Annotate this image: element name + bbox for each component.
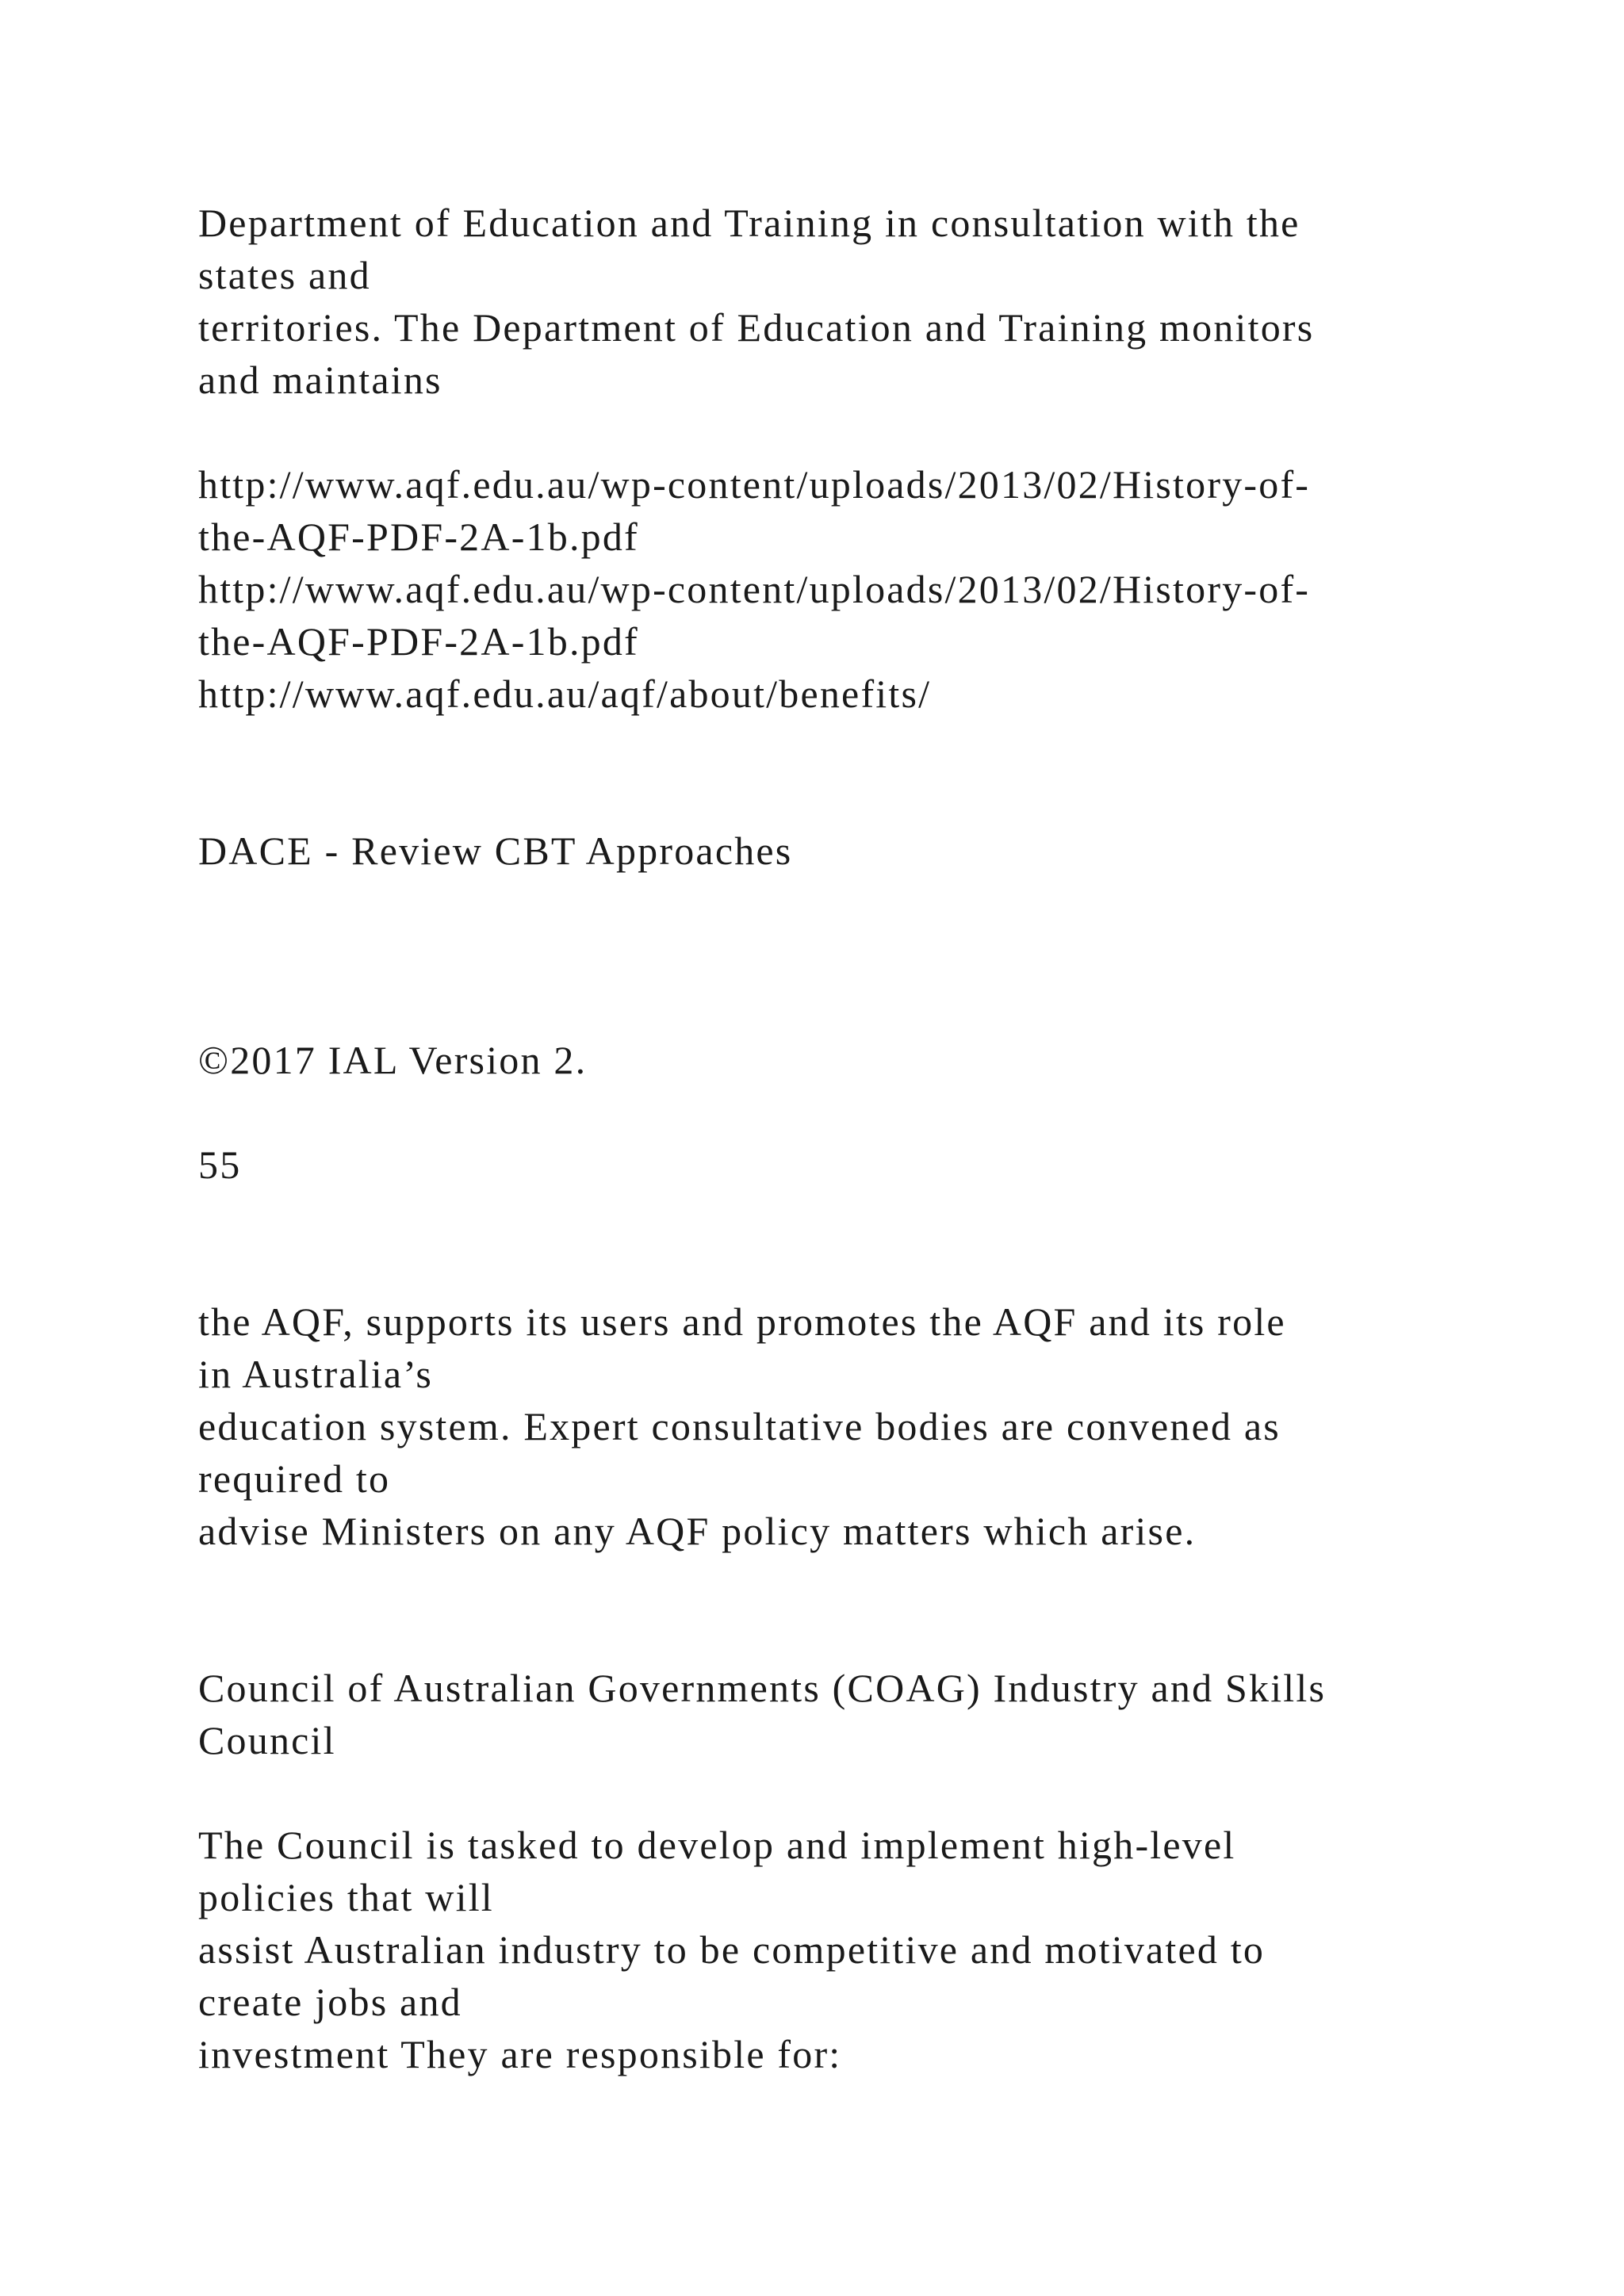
paragraph-1-line-1: Department of Education and Training in consultation with the	[198, 201, 1300, 245]
reference-link-line-3[interactable]: http://www.aqf.edu.au/wp-content/uploads/2013/02/History-of-	[198, 567, 1311, 611]
document-title: DACE - Review CBT Approaches	[198, 828, 793, 873]
paragraph-3-line-5: investment They are responsible for:	[198, 2032, 842, 2076]
paragraph-1-line-2: states and	[198, 253, 371, 297]
paragraph-3-line-2: policies that will	[198, 1875, 494, 1919]
paragraph-2-line-3: education system. Expert consultative bodies are convened as	[198, 1404, 1281, 1448]
paragraph-3-line-4: create jobs and	[198, 1980, 462, 2024]
reference-link-line-2[interactable]: the-AQF-PDF-2A-1b.pdf	[198, 515, 639, 559]
paragraph-1-line-3: territories. The Department of Education and Training monitors	[198, 305, 1315, 350]
paragraph-2-line-5: advise Ministers on any AQF policy matters which arise.	[198, 1509, 1197, 1553]
paragraph-2-line-4: required to	[198, 1456, 391, 1501]
reference-link-line-5[interactable]: http://www.aqf.edu.au/aqf/about/benefits/	[198, 672, 932, 716]
page-number: 55	[198, 1142, 242, 1187]
section-heading-line-2: Council	[198, 1718, 336, 1762]
paragraph-3-line-1: The Council is tasked to develop and implement high-level	[198, 1823, 1236, 1867]
paragraph-1-line-4: and maintains	[198, 358, 442, 402]
section-heading-line-1: Council of Australian Governments (COAG) Industry and Skills	[198, 1666, 1327, 1710]
copyright-notice: ©2017 IAL Version 2.	[198, 1038, 588, 1082]
paragraph-2-line-2: in Australia’s	[198, 1352, 434, 1396]
paragraph-3-line-3: assist Australian industry to be competitive and motivated to	[198, 1927, 1266, 1972]
paragraph-2-line-1: the AQF, supports its users and promotes the AQF and its role	[198, 1299, 1286, 1344]
reference-link-line-4[interactable]: the-AQF-PDF-2A-1b.pdf	[198, 619, 639, 664]
reference-link-line-1[interactable]: http://www.aqf.edu.au/wp-content/uploads/2013/02/History-of-	[198, 462, 1311, 507]
